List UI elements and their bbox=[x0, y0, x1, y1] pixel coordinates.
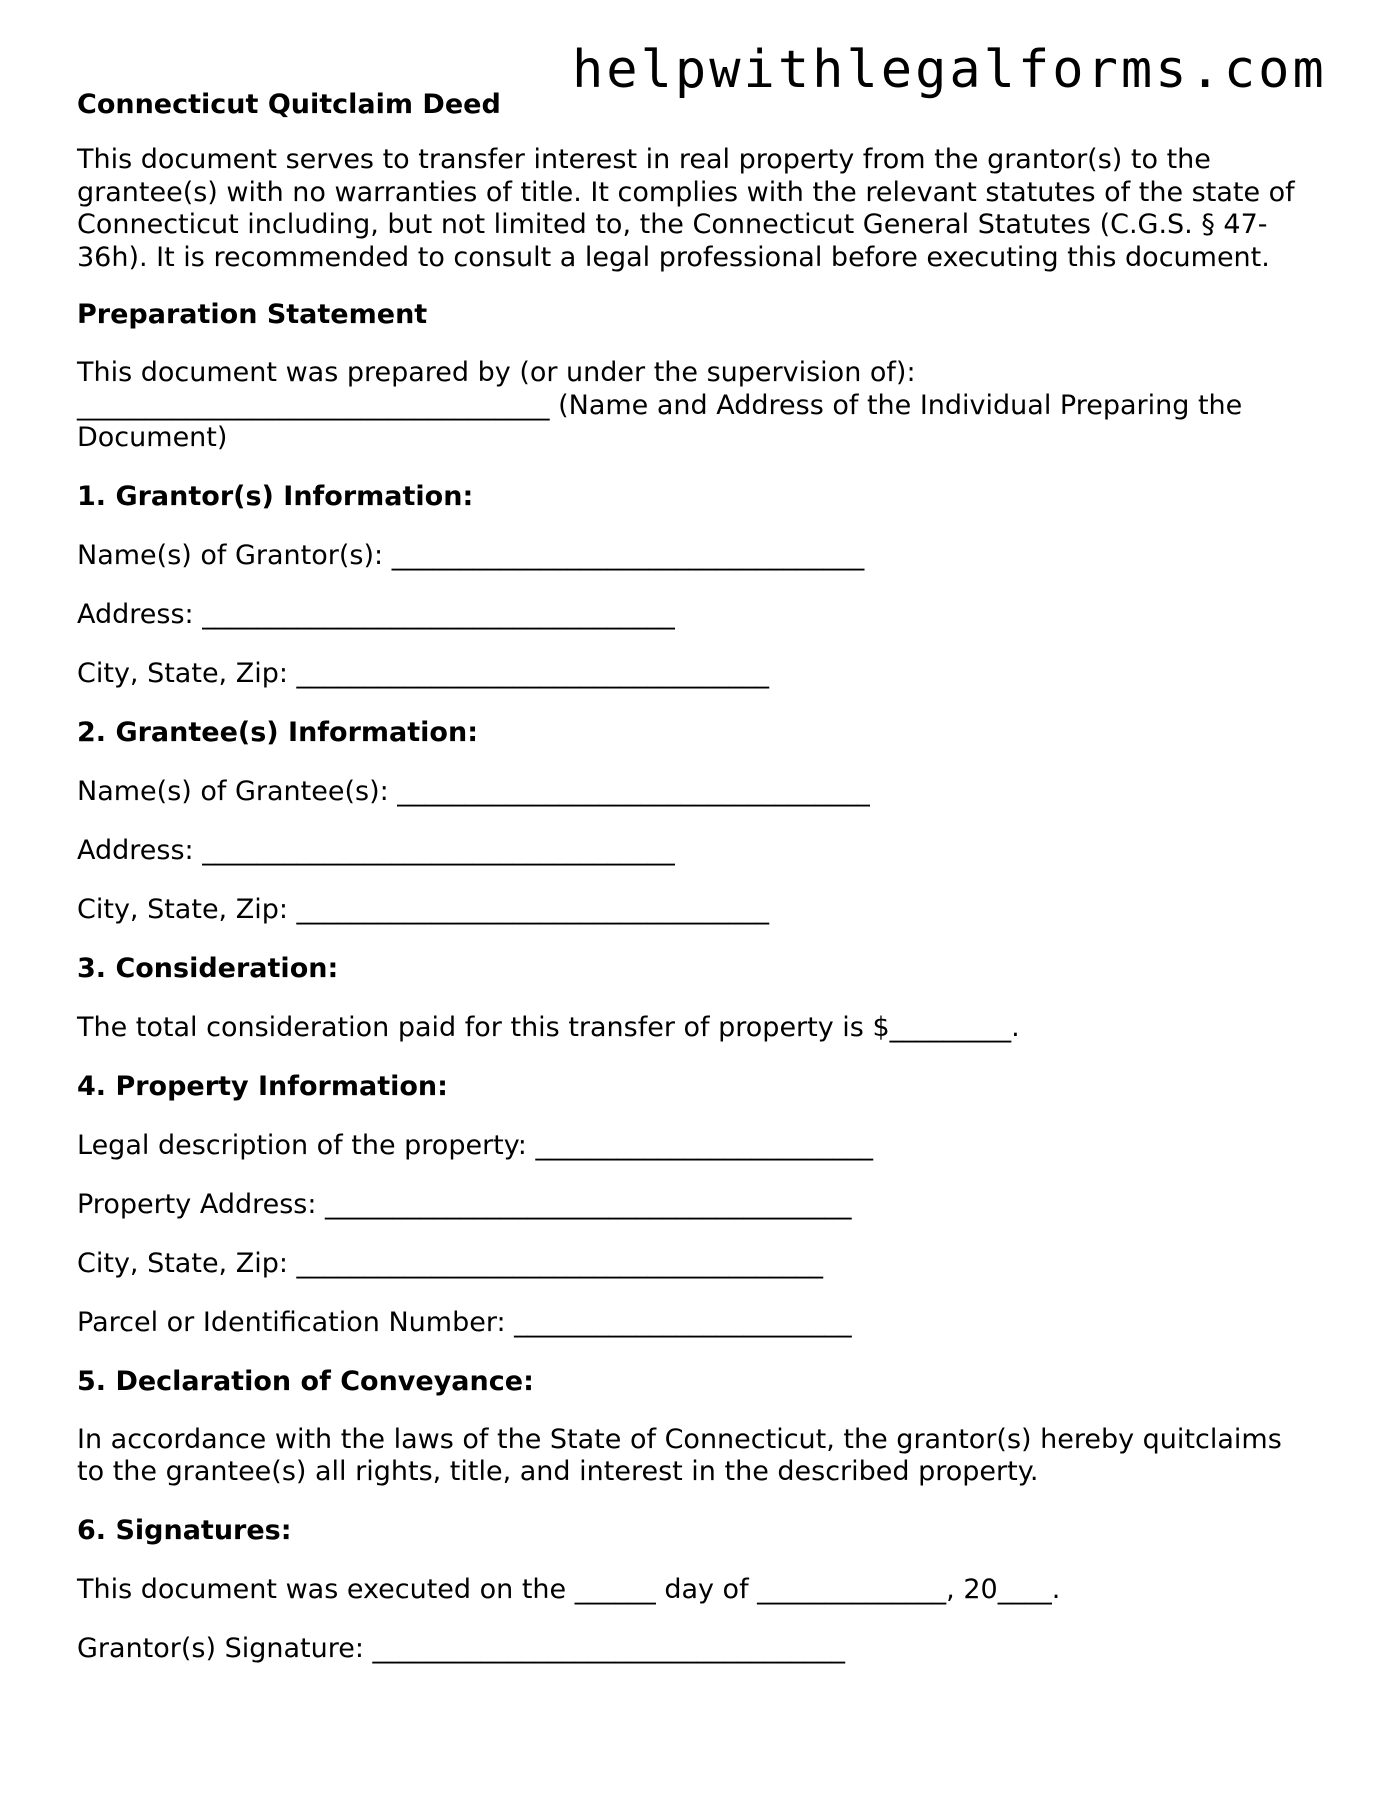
execution-month-blank[interactable]: ______________ bbox=[757, 1573, 947, 1605]
deed-document bbox=[77, 88, 1317, 1666]
property-heading: 4. Property Information: bbox=[77, 1070, 448, 1102]
grantor-signature-blank[interactable]: ___________________________________ bbox=[372, 1632, 846, 1664]
property-parcel-blank[interactable]: _________________________ bbox=[514, 1306, 852, 1338]
grantor-address-row bbox=[77, 598, 1317, 632]
grantor-heading: 1. Grantor(s) Information: bbox=[77, 480, 474, 512]
document-title: Connecticut Quitclaim Deed bbox=[77, 89, 501, 120]
property-address-label: Property Address: bbox=[77, 1188, 326, 1220]
property-parcel-row bbox=[77, 1306, 1317, 1340]
preparation-text-line3: Document) bbox=[77, 422, 228, 453]
grantor-signature-row bbox=[77, 1632, 1317, 1666]
grantor-address-label: Address: bbox=[77, 598, 203, 630]
consideration-row bbox=[77, 1011, 1317, 1045]
preparation-heading: Preparation Statement bbox=[77, 299, 428, 330]
execution-year-blank[interactable]: ____ bbox=[997, 1573, 1052, 1605]
grantor-signature-label: Grantor(s) Signature: bbox=[77, 1632, 373, 1664]
grantee-heading: 2. Grantee(s) Information: bbox=[77, 716, 479, 748]
preparation-text-line1: This document was prepared by (or under the supervision of): bbox=[77, 357, 916, 388]
grantee-address-label: Address: bbox=[77, 834, 203, 866]
declaration-heading: 5. Declaration of Conveyance: bbox=[77, 1365, 534, 1397]
intro-paragraph: This document serves to transfer interest in real property from the grantor(s) to the grantee(s) with no warranties of title. It complies with the relevant statutes of the state of Connecticut including, but not limited to, the Connecticut General Statutes (C.G.S. § 47-36h). It is recommended to consult a legal professional before executing this document. bbox=[77, 144, 1295, 273]
executed-prefix: This document was executed on the bbox=[77, 1573, 575, 1605]
grantee-address-blank[interactable]: ___________________________________ bbox=[202, 834, 675, 866]
site-watermark: helpwithlegalforms.com bbox=[572, 40, 1327, 100]
grantor-city-label: City, State, Zip: bbox=[77, 657, 297, 689]
grantor-city-row bbox=[77, 657, 1317, 691]
grantee-address-row bbox=[77, 834, 1317, 868]
executed-suffix: . bbox=[1051, 1573, 1061, 1605]
execution-day-blank[interactable]: ______ bbox=[574, 1573, 656, 1605]
grantee-city-row bbox=[77, 893, 1317, 927]
preparation-statement bbox=[77, 357, 1317, 455]
property-address-row bbox=[77, 1188, 1317, 1222]
property-parcel-label: Parcel or Identification Number: bbox=[77, 1306, 515, 1338]
grantee-name-label: Name(s) of Grantee(s): bbox=[77, 775, 398, 807]
property-address-blank[interactable]: _______________________________________ bbox=[325, 1188, 852, 1220]
grantor-name-row bbox=[77, 539, 1317, 573]
grantee-name-row bbox=[77, 775, 1317, 809]
property-legal-label: Legal description of the property: bbox=[77, 1129, 536, 1161]
consideration-amount-blank[interactable]: _________ bbox=[889, 1011, 1012, 1043]
grantor-city-blank[interactable]: ___________________________________ bbox=[296, 657, 770, 689]
signatures-heading: 6. Signatures: bbox=[77, 1514, 292, 1546]
grantee-city-blank[interactable]: ___________________________________ bbox=[296, 893, 770, 925]
grantee-name-blank[interactable]: ___________________________________ bbox=[397, 775, 870, 807]
year-prefix: , 20 bbox=[946, 1573, 998, 1605]
grantor-address-blank[interactable]: ___________________________________ bbox=[202, 598, 675, 630]
grantor-name-label: Name(s) of Grantor(s): bbox=[77, 539, 392, 571]
property-city-row bbox=[77, 1247, 1317, 1281]
preparation-text-line2: (Name and Address of the Individual Preparing the bbox=[549, 389, 1243, 421]
property-city-blank[interactable]: _______________________________________ bbox=[296, 1247, 824, 1279]
grantor-name-blank[interactable]: ___________________________________ bbox=[391, 539, 865, 571]
property-legal-row bbox=[77, 1129, 1317, 1163]
consideration-heading: 3. Consideration: bbox=[77, 952, 339, 984]
preparer-blank[interactable]: ___________________________________ bbox=[77, 389, 550, 421]
grantee-city-label: City, State, Zip: bbox=[77, 893, 297, 925]
consideration-text: The total consideration paid for this transfer of property is $ bbox=[77, 1011, 890, 1043]
consideration-suffix: . bbox=[1011, 1011, 1020, 1043]
property-legal-blank[interactable]: _________________________ bbox=[535, 1129, 873, 1161]
day-of-text: day of bbox=[655, 1573, 758, 1605]
property-city-label: City, State, Zip: bbox=[77, 1247, 297, 1279]
execution-date-row bbox=[77, 1573, 1317, 1607]
declaration-text: In accordance with the laws of the State of Connecticut, the grantor(s) hereby quitclaims to the grantee(s) all rights, title, and interest in the described property. bbox=[77, 1423, 1282, 1487]
